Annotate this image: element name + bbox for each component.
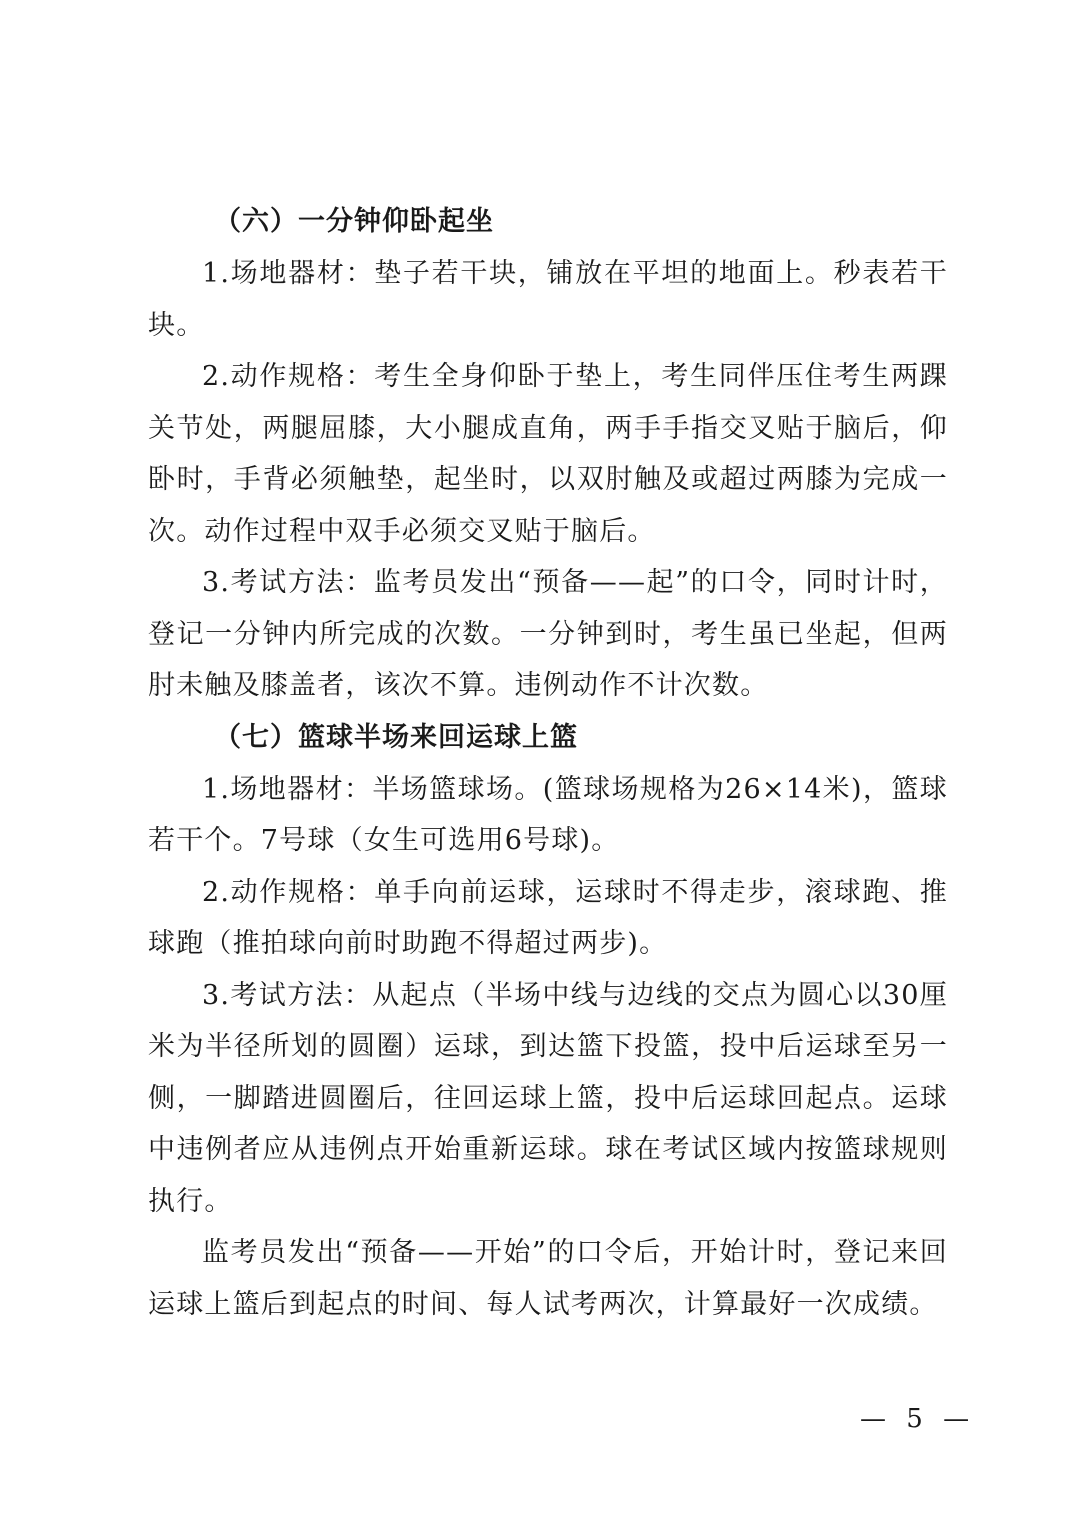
- section-7-paragraph-1: 1.场地器材：半场篮球场。(篮球场规格为26×14米)，篮球若干个。7号球（女生可选用6号球)。: [148, 773, 948, 856]
- section-6-paragraph-3: 3.考试方法：监考员发出“预备——起”的口令，同时计时，登记一分钟内所完成的次数。一分钟到时，考生虽已坐起，但两肘未触及膝盖者，该次不算。违例动作不计次数。: [148, 567, 948, 701]
- section-7-heading: （七）篮球半场来回运球上篮: [214, 721, 578, 753]
- section-6-paragraph-1: 1.场地器材：垫子若干块，铺放在平坦的地面上。秒表若干块。: [148, 258, 948, 341]
- document-page: [148, 196, 948, 1330]
- section-7-paragraph-3: 3.考试方法：从起点（半场中线与边线的交点为圆心以30厘米为半径所划的圆圈）运球，到达篮下投篮，投中后运球至另一侧，一脚踏进圆圈后，往回运球上篮，投中后运球回起点。运球中违例者应从违例点开始重新运球。球在考试区域内按篮球规则执行。: [148, 979, 948, 1217]
- section-6-paragraph-2: 2.动作规格：考生全身仰卧于垫上，考生同伴压住考生两踝关节处，两腿屈膝，大小腿成直角，两手手指交叉贴于脑后，仰卧时，手背必须触垫，起坐时，以双肘触及或超过两膝为完成一次。动作过程中双手必须交叉贴于脑后。: [148, 361, 948, 547]
- section-7-paragraph-4: 监考员发出“预备——开始”的口令后，开始计时，登记来回运球上篮后到起点的时间、每人试考两次，计算最好一次成绩。: [148, 1237, 948, 1320]
- section-6-heading: （六）一分钟仰卧起坐: [214, 206, 494, 237]
- page-number: — 5 —: [860, 1404, 976, 1434]
- section-7-paragraph-2: 2.动作规格：单手向前运球，运球时不得走步，滚球跑、推球跑（推拍球向前时助跑不得超过两步)。: [148, 876, 948, 959]
